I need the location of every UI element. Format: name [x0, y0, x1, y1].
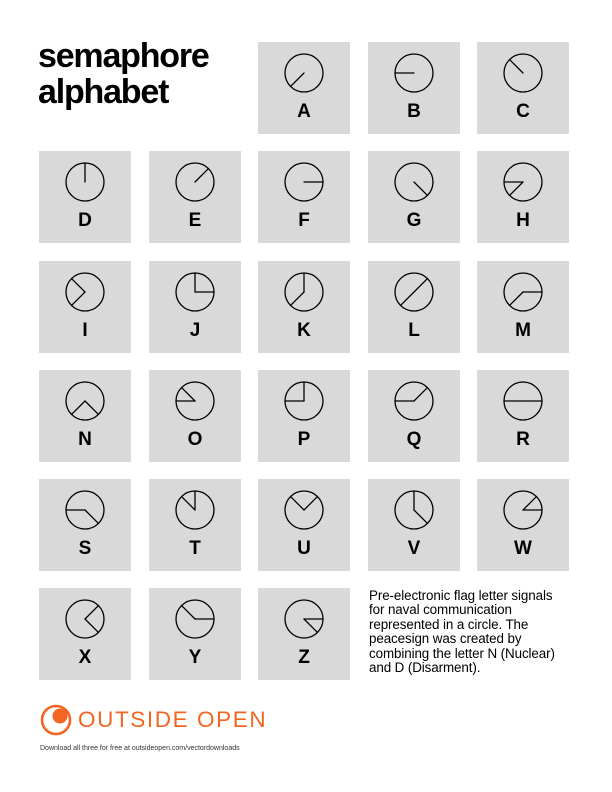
semaphore-letter-label: Z: [298, 647, 310, 668]
semaphore-letter-label: H: [516, 210, 530, 231]
semaphore-letter-label: O: [187, 429, 203, 450]
semaphore-tile: [258, 370, 350, 462]
semaphore-tile: [39, 479, 131, 571]
semaphore-tile: [149, 261, 241, 353]
semaphore-tile: [477, 151, 569, 243]
flag-arm: [414, 279, 427, 292]
footer-text: Download all three for free at outsideopen.com/vectordownloads: [40, 745, 240, 752]
description-line: and D (Disarment).: [369, 660, 481, 676]
semaphore-tile: [477, 479, 569, 571]
semaphore-letter-label: J: [189, 320, 201, 341]
semaphore-tile: [368, 151, 460, 243]
semaphore-tile: [149, 370, 241, 462]
title-line-2: alphabet: [38, 73, 169, 111]
semaphore-letter-label: A: [297, 101, 311, 122]
flag-arm: [304, 619, 317, 632]
flag-arm: [182, 606, 195, 619]
flag-arm: [510, 60, 523, 73]
flag-arm: [72, 279, 85, 292]
semaphore-tile: [368, 479, 460, 571]
semaphore-tile: [258, 42, 350, 134]
flag-arm: [401, 292, 414, 305]
description-line: combining the letter N (Nuclear): [369, 645, 555, 661]
flag-arm: [291, 292, 304, 305]
semaphore-tile: [258, 151, 350, 243]
flag-arm: [510, 292, 523, 305]
semaphore-tile: [149, 479, 241, 571]
semaphore-tile: [149, 151, 241, 243]
semaphore-letter-label: Q: [406, 429, 422, 450]
semaphore-tile: [477, 370, 569, 462]
semaphore-tile: [477, 42, 569, 134]
flag-arm: [85, 401, 98, 414]
description-line: Pre-electronic flag letter signals: [369, 588, 553, 603]
semaphore-letter-label: Y: [188, 647, 202, 668]
semaphore-tile: [258, 588, 350, 680]
description-line: peacesign was created by: [369, 631, 522, 647]
semaphore-tile: [368, 261, 460, 353]
flag-arm: [72, 401, 85, 414]
semaphore-letter-label: B: [407, 101, 421, 122]
semaphore-tile: [368, 42, 460, 134]
semaphore-letter-label: X: [78, 647, 92, 668]
flag-arm: [182, 497, 195, 510]
semaphore-tile: [258, 479, 350, 571]
outside-open-logo-icon: [40, 703, 74, 737]
description: [369, 589, 569, 675]
description-line: for naval communication: [369, 602, 512, 618]
semaphore-tile: [39, 588, 131, 680]
flag-arm: [291, 497, 304, 510]
semaphore-letter-label: C: [516, 101, 530, 122]
semaphore-letter-label: R: [516, 429, 530, 450]
semaphore-letter-label: P: [297, 429, 311, 450]
semaphore-letter-label: M: [515, 320, 531, 341]
semaphore-tile: [39, 261, 131, 353]
flag-arm: [291, 73, 304, 86]
page-title: [38, 38, 209, 110]
flag-arm: [85, 510, 98, 523]
flag-arm: [523, 497, 536, 510]
title-line-1: semaphore: [38, 37, 209, 75]
semaphore-letter-label: L: [408, 320, 420, 341]
flag-arm: [85, 606, 98, 619]
description-line: represented in a circle. The: [369, 616, 529, 632]
flag-arm: [195, 169, 208, 182]
semaphore-letter-label: N: [78, 429, 92, 450]
semaphore-tile: [39, 151, 131, 243]
semaphore-letter-label: V: [407, 538, 421, 559]
semaphore-letter-label: G: [406, 210, 422, 231]
flag-arm: [510, 182, 523, 195]
flag-arm: [72, 292, 85, 305]
semaphore-tile: [477, 261, 569, 353]
semaphore-tile: [39, 370, 131, 462]
semaphore-tile: [258, 261, 350, 353]
semaphore-letter-label: U: [297, 538, 311, 559]
flag-arm: [304, 497, 317, 510]
flag-arm: [414, 388, 427, 401]
semaphore-letter-label: W: [514, 538, 532, 559]
semaphore-tile: [149, 588, 241, 680]
semaphore-letter-label: I: [82, 320, 88, 341]
flag-arm: [414, 182, 427, 195]
semaphore-letter-label: S: [78, 538, 92, 559]
brand-name: OUTSIDE OPEN: [78, 707, 268, 732]
semaphore-letter-label: T: [189, 538, 201, 559]
semaphore-tile: [368, 370, 460, 462]
semaphore-letter-label: K: [297, 320, 311, 341]
flag-arm: [182, 388, 195, 401]
flag-arm: [414, 510, 427, 523]
semaphore-letter-label: F: [298, 210, 310, 231]
semaphore-letter-label: D: [78, 210, 92, 231]
brand-logo[interactable]: [40, 702, 267, 738]
semaphore-letter-label: E: [188, 210, 202, 231]
flag-arm: [85, 619, 98, 632]
